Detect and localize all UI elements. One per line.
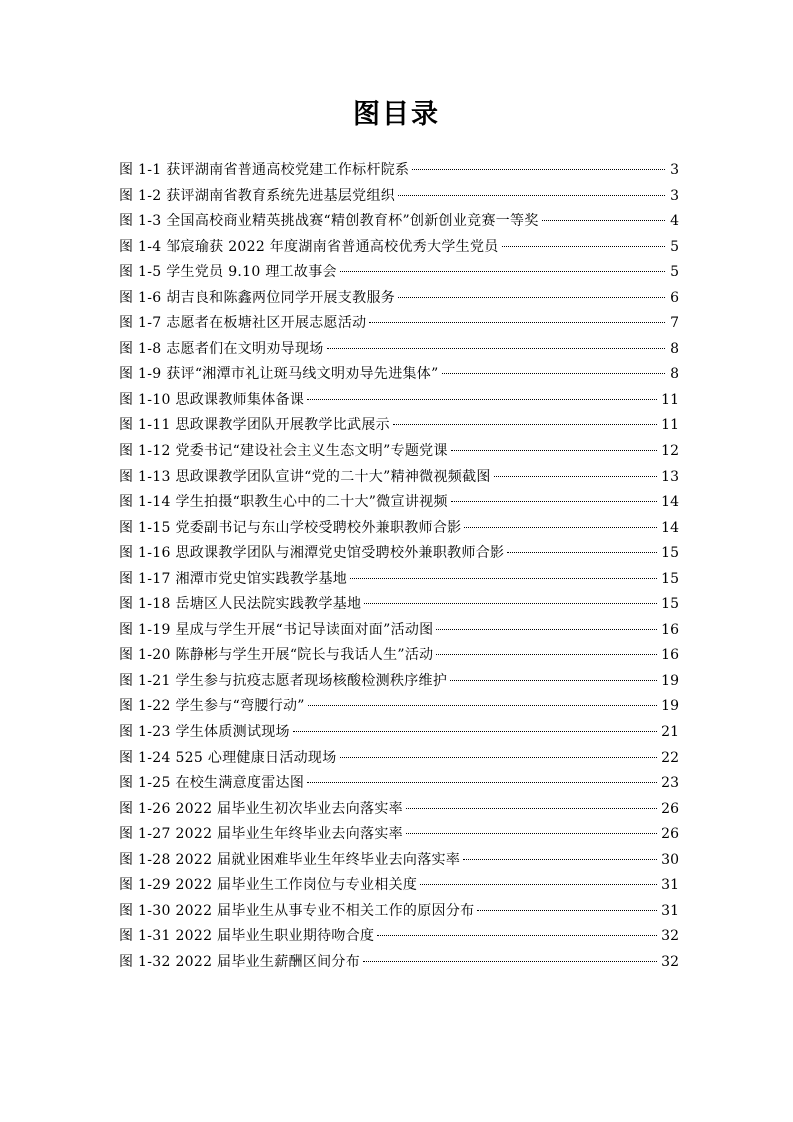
toc-entry-page-number: 32: [661, 953, 679, 970]
toc-entry-label: 图 1-29 2022 届毕业生工作岗位与专业相关度: [119, 877, 418, 894]
toc-entry-page-number: 4: [670, 213, 679, 230]
figure-list: [119, 158, 679, 976]
dot-leader: [327, 348, 665, 349]
dot-leader: [307, 782, 657, 783]
toc-entry-label: 图 1-19 星成与学生开展“书记导读面对面”活动图: [119, 621, 434, 638]
dot-leader: [406, 833, 657, 834]
toc-entry-page-number: 15: [661, 596, 679, 613]
toc-entry-page-number: 7: [670, 315, 679, 332]
toc-entry-page-number: 19: [661, 698, 679, 715]
dot-leader: [308, 705, 657, 706]
toc-entry-page-number: 11: [661, 391, 679, 408]
toc-entry-label: 图 1-31 2022 届毕业生职业期待吻合度: [119, 928, 375, 945]
dot-leader: [406, 808, 657, 809]
toc-entry-label: 图 1-15 党委副书记与东山学校受聘校外兼职教师合影: [119, 519, 462, 536]
toc-entry-page-number: 11: [661, 417, 679, 434]
toc-entry[interactable]: [119, 158, 679, 184]
toc-entry[interactable]: [119, 260, 679, 286]
toc-entry[interactable]: [119, 184, 679, 210]
toc-entry-label: 图 1-30 2022 届毕业生从事专业不相关工作的原因分布: [119, 902, 475, 919]
toc-entry[interactable]: [119, 669, 679, 695]
dot-leader: [307, 399, 657, 400]
dot-leader: [377, 935, 657, 936]
toc-entry[interactable]: [119, 337, 679, 363]
dot-leader: [293, 731, 657, 732]
toc-entry[interactable]: [119, 848, 679, 874]
toc-entry-page-number: 26: [661, 800, 679, 817]
toc-entry-label: 图 1-8 志愿者们在文明劝导现场: [119, 340, 324, 357]
toc-entry-page-number: 14: [661, 494, 679, 511]
toc-entry-label: 图 1-10 思政课教师集体备课: [119, 391, 305, 408]
toc-entry-page-number: 19: [661, 672, 679, 689]
toc-entry-page-number: 6: [670, 289, 679, 306]
toc-entry-label: 图 1-21 学生参与抗疫志愿者现场核酸检测秩序维护: [119, 672, 448, 689]
toc-entry[interactable]: [119, 235, 679, 261]
dot-leader: [463, 859, 657, 860]
toc-entry[interactable]: [119, 924, 679, 950]
toc-entry[interactable]: [119, 618, 679, 644]
toc-entry-label: 图 1-24 525 心理健康日活动现场: [119, 749, 337, 766]
toc-entry[interactable]: [119, 286, 679, 312]
toc-entry-label: 图 1-23 学生体质测试现场: [119, 724, 290, 741]
toc-entry[interactable]: [119, 746, 679, 772]
toc-entry-page-number: 8: [670, 366, 679, 383]
toc-entry-label: 图 1-5 学生党员 9.10 理工故事会: [119, 264, 337, 281]
dot-leader: [451, 450, 657, 451]
toc-entry-page-number: 15: [661, 570, 679, 587]
toc-entry-page-number: 30: [661, 851, 679, 868]
toc-entry-label: 图 1-27 2022 届毕业生年终毕业去向落实率: [119, 826, 403, 843]
toc-entry-page-number: 8: [670, 340, 679, 357]
toc-entry-page-number: 12: [661, 443, 679, 460]
toc-entry-page-number: 22: [661, 749, 679, 766]
toc-entry-label: 图 1-26 2022 届毕业生初次毕业去向落实率: [119, 800, 403, 817]
toc-entry-page-number: 31: [661, 877, 679, 894]
toc-entry-page-number: 23: [661, 775, 679, 792]
dot-leader: [442, 373, 665, 374]
dot-leader: [542, 220, 665, 221]
dot-leader: [507, 552, 657, 553]
toc-entry-label: 图 1-25 在校生满意度雷达图: [119, 775, 305, 792]
dot-leader: [477, 910, 657, 911]
toc-entry[interactable]: [119, 822, 679, 848]
toc-entry-label: 图 1-7 志愿者在板塘社区开展志愿活动: [119, 315, 367, 332]
toc-entry-label: 图 1-12 党委书记“建设社会主义生态文明”专题党课: [119, 443, 448, 460]
toc-entry-label: 图 1-2 获评湖南省教育系统先进基层党组织: [119, 187, 396, 204]
toc-entry[interactable]: [119, 797, 679, 823]
toc-entry[interactable]: [119, 694, 679, 720]
toc-entry-page-number: 32: [661, 928, 679, 945]
toc-entry[interactable]: [119, 362, 679, 388]
toc-entry[interactable]: [119, 592, 679, 618]
toc-entry-page-number: 26: [661, 826, 679, 843]
toc-entry-page-number: 16: [661, 647, 679, 664]
dot-leader: [494, 476, 658, 477]
toc-entry-label: 图 1-1 获评湖南省普通高校党建工作标杆院系: [119, 162, 410, 178]
toc-entry-label: 图 1-13 思政课教学团队宣讲“党的二十大”精神微视频截图: [119, 468, 491, 485]
toc-entry-label: 图 1-22 学生参与“弯腰行动”: [119, 698, 305, 715]
toc-entry[interactable]: [119, 209, 679, 235]
dot-leader: [464, 527, 657, 528]
page-title: 图目录: [353, 99, 440, 130]
dot-leader: [363, 961, 657, 962]
toc-entry-label: 图 1-4 邹宸瑜获 2022 年度湖南省普通高校优秀大学生党员: [119, 238, 499, 255]
toc-entry[interactable]: [119, 567, 679, 593]
toc-entry[interactable]: [119, 516, 679, 542]
toc-entry-label: 图 1-20 陈静彬与学生开展“院长与我话人生”活动: [119, 647, 434, 664]
toc-entry-page-number: 15: [661, 545, 679, 562]
dot-leader: [450, 680, 657, 681]
toc-entry-label: 图 1-9 获评“湘潭市礼让斑马线文明劝导先进集体”: [119, 366, 439, 383]
toc-entry[interactable]: [119, 490, 679, 516]
toc-entry-page-number: 5: [670, 238, 679, 255]
dot-leader: [436, 629, 657, 630]
toc-entry[interactable]: [119, 720, 679, 746]
dot-leader: [393, 424, 657, 425]
dot-leader: [502, 246, 665, 247]
toc-entry-label: 图 1-14 学生拍摄“职教生心中的二十大”微宣讲视频: [119, 494, 448, 511]
dot-leader: [398, 297, 665, 298]
toc-entry-label: 图 1-18 岳塘区人民法院实践教学基地: [119, 596, 362, 613]
toc-entry-page-number: 3: [670, 162, 679, 178]
toc-entry-page-number: 21: [661, 724, 679, 741]
toc-entry-page-number: 14: [661, 519, 679, 536]
toc-entry[interactable]: [119, 899, 679, 925]
toc-entry[interactable]: [119, 439, 679, 465]
dot-leader: [398, 195, 665, 196]
toc-entry-label: 图 1-32 2022 届毕业生薪酬区间分布: [119, 953, 361, 970]
dot-leader: [451, 501, 657, 502]
dot-leader: [436, 654, 657, 655]
toc-entry-page-number: 31: [661, 902, 679, 919]
toc-entry-page-number: 13: [661, 468, 679, 485]
toc-entry[interactable]: [119, 465, 679, 491]
toc-entry-label: 图 1-17 湘潭市党史馆实践教学基地: [119, 570, 348, 587]
dot-leader: [412, 169, 665, 170]
toc-entry-page-number: 3: [670, 187, 679, 204]
toc-entry[interactable]: [119, 541, 679, 567]
dot-leader: [340, 757, 658, 758]
toc-entry-page-number: 5: [670, 264, 679, 281]
toc-entry-label: 图 1-3 全国高校商业精英挑战赛“精创教育杯”创新创业竞赛一等奖: [119, 213, 539, 230]
dot-leader: [420, 884, 657, 885]
toc-entry[interactable]: [119, 873, 679, 899]
toc-entry[interactable]: [119, 413, 679, 439]
toc-entry[interactable]: [119, 388, 679, 414]
toc-entry[interactable]: [119, 950, 679, 976]
toc-entry-page-number: 16: [661, 621, 679, 638]
dot-leader: [340, 271, 665, 272]
toc-entry-label: 图 1-28 2022 届就业困难毕业生年终毕业去向落实率: [119, 851, 461, 868]
toc-entry-label: 图 1-11 思政课教学团队开展教学比武展示: [119, 417, 390, 434]
dot-leader: [350, 578, 657, 579]
toc-entry[interactable]: [119, 771, 679, 797]
toc-entry-label: 图 1-6 胡吉良和陈鑫两位同学开展支教服务: [119, 289, 396, 306]
toc-entry[interactable]: [119, 643, 679, 669]
toc-entry-label: 图 1-16 思政课教学团队与湘潭党史馆受聘校外兼职教师合影: [119, 545, 505, 562]
toc-entry[interactable]: [119, 311, 679, 337]
dot-leader: [369, 322, 665, 323]
dot-leader: [364, 603, 657, 604]
